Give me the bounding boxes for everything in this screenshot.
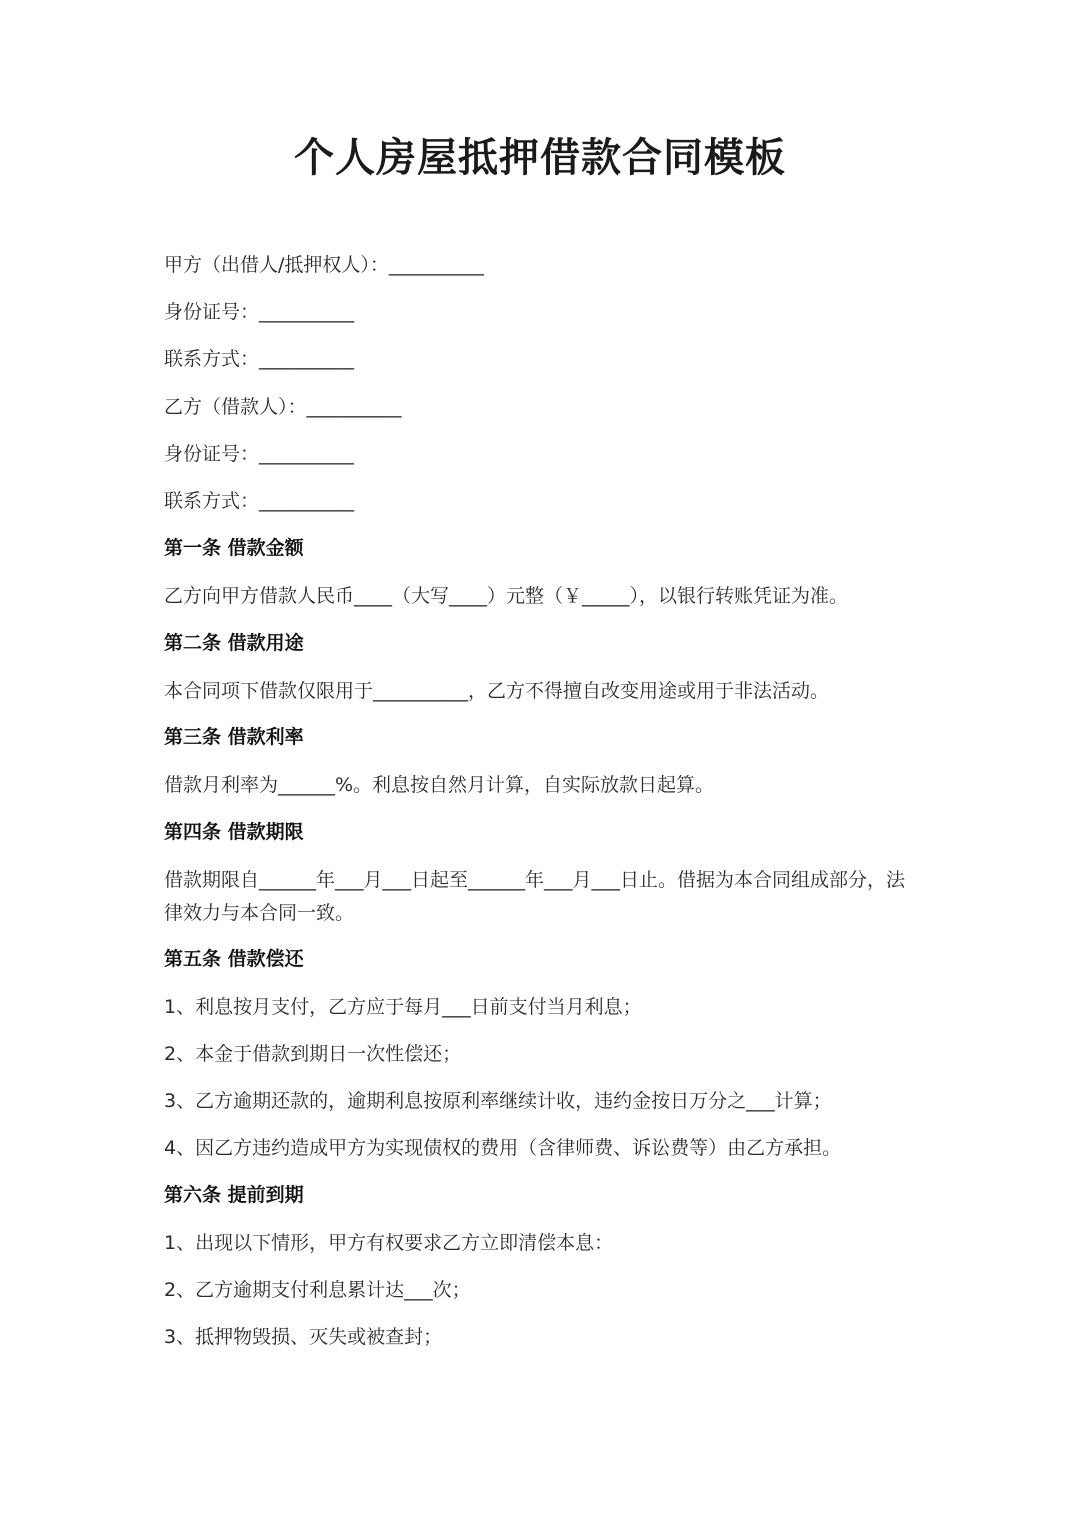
- article-6-item-3: 3、抵押物毁损、灭失或被查封；: [164, 1326, 443, 1348]
- article-6-heading: 第六条 提前到期: [164, 1184, 304, 1206]
- party-b-id-field: 身份证号：__________: [164, 443, 355, 465]
- party-a-id-field: 身份证号：__________: [164, 301, 355, 323]
- article-4-text: 借款期限自______年___月___日起至______年___月___日止。借据为本合同组成部分，法律效力与本合同一致。: [164, 869, 906, 924]
- party-a-contact-field: 联系方式：__________: [164, 348, 355, 370]
- article-5-item-1: 1、利息按月支付，乙方应于每月___日前支付当月利息；: [164, 996, 642, 1018]
- article-1-heading: 第一条 借款金额: [164, 537, 304, 559]
- article-2-text: 本合同项下借款仅限用于__________，乙方不得擅自改变用途或用于非法活动。: [164, 680, 830, 702]
- article-1-text: 乙方向甲方借款人民币____（大写____）元整（￥_____），以银行转账凭证为准。: [164, 585, 849, 607]
- article-5-item-2: 2、本金于借款到期日一次性偿还；: [164, 1043, 462, 1065]
- article-3-heading: 第三条 借款利率: [164, 726, 304, 748]
- party-a-name-field: 甲方（出借人/抵押权人）：__________: [164, 254, 484, 276]
- article-5-item-3: 3、乙方逾期还款的，逾期利息按原利率继续计收，违约金按日万分之___计算；: [164, 1090, 832, 1112]
- article-6-item-2: 2、乙方逾期支付利息累计达___次；: [164, 1279, 471, 1301]
- article-4-heading: 第四条 借款期限: [164, 821, 304, 843]
- article-5-item-4: 4、因乙方违约造成甲方为实现债权的费用（含律师费、诉讼费等）由乙方承担。: [164, 1137, 842, 1159]
- page-title: 个人房屋抵押借款合同模板: [294, 135, 786, 181]
- article-5-heading: 第五条 借款偿还: [164, 948, 304, 970]
- party-b-name-field: 乙方（借款人）：__________: [164, 396, 402, 418]
- article-3-text: 借款月利率为______%。利息按自然月计算，自实际放款日起算。: [164, 774, 715, 796]
- article-2-heading: 第二条 借款用途: [164, 632, 304, 654]
- article-6-item-1: 1、出现以下情形，甲方有权要求乙方立即清偿本息：: [164, 1232, 614, 1254]
- party-b-contact-field: 联系方式：__________: [164, 490, 355, 512]
